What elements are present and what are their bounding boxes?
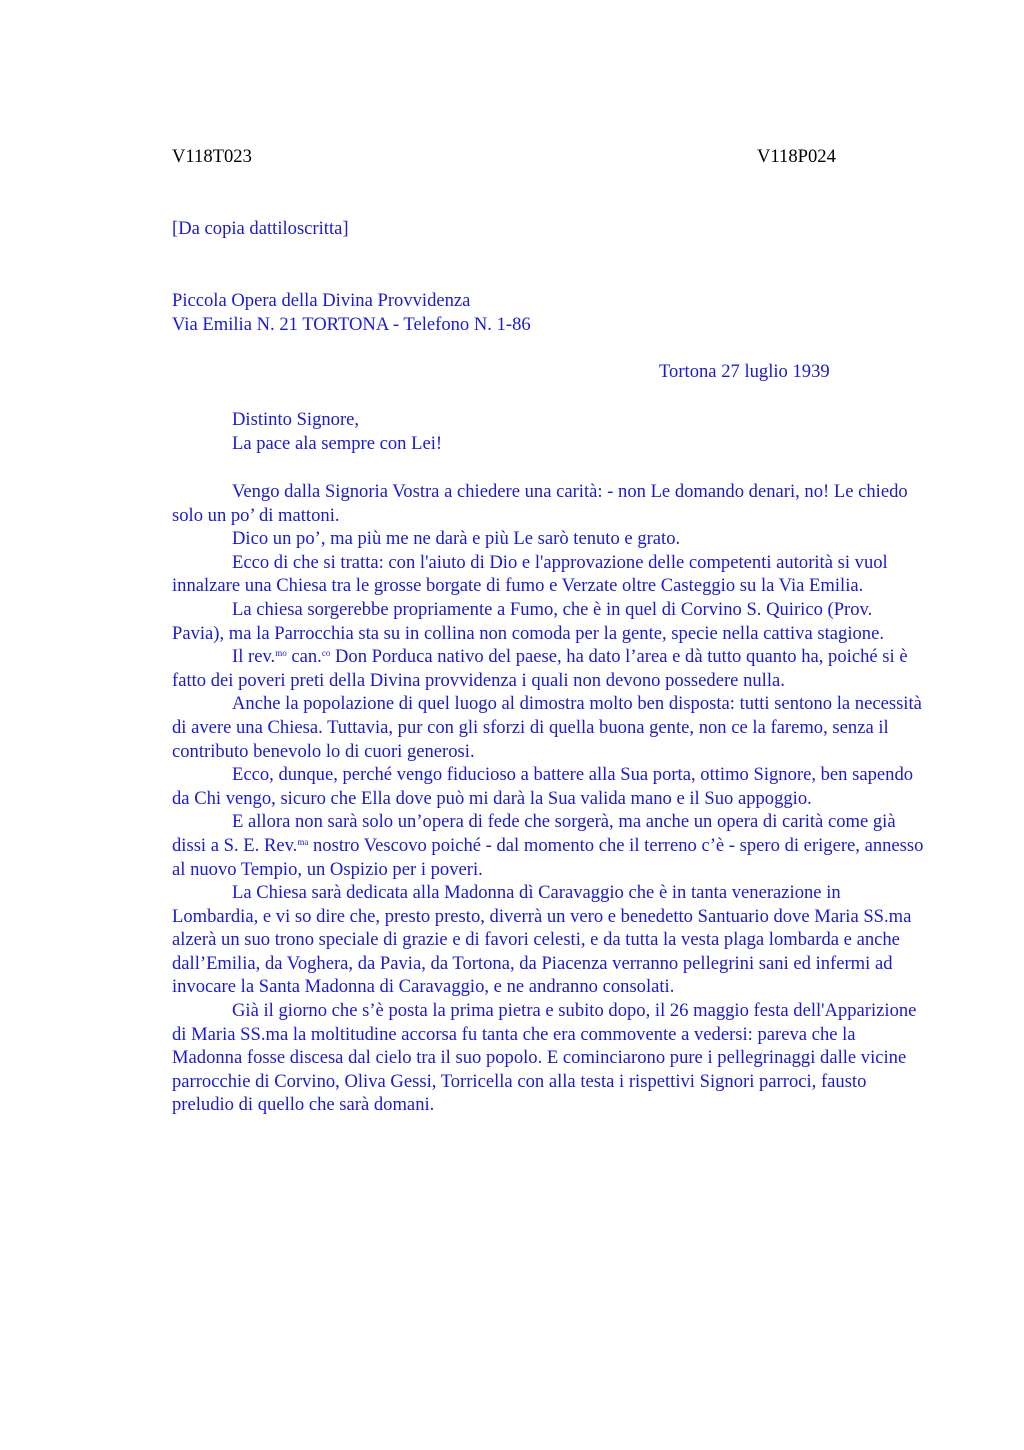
- letter-body: [172, 480, 924, 1117]
- source-note: [Da copia dattiloscritta]: [172, 218, 349, 239]
- letter-date: Tortona 27 luglio 1939: [659, 361, 830, 382]
- paragraph: Dico un po’, ma più me ne darà e più Le sarò tenuto e grato.: [232, 528, 681, 550]
- paragraph: La Chiesa sarà dedicata alla Madonna dì Caravaggio che è in tanta venerazione in Lombardia, e vi so dire che, presto presto, diverrà un vero e benedetto Santuario dove Maria SS.ma alzerà un suo trono speciale di grazie e di favori celesti, e da tutta la vesta plaga lombarda e anche dall’Emilia, da Voghera, da Pavia, da Tortona, da Piacenza verranno pellegrini sani ed infermi ad invocare la Santa Madonna di Caravaggio, e ne andranno consolati.: [172, 882, 912, 998]
- superscript: ma: [297, 836, 309, 847]
- paragraph: Vengo dalla Signoria Vostra a chiedere una carità: - non Le domando denari, no! Le chiedo solo un po’ di mattoni.: [172, 481, 908, 526]
- letterhead: [172, 289, 531, 336]
- salutation-line-1: Distinto Signore,: [232, 409, 360, 430]
- document-code-left: V118T023: [172, 146, 252, 167]
- text-run: Don Porduca nativo del paese, ha dato l’area e dà tutto quanto ha, poiché si è fatto dei poveri preti della Divina provvidenza i quali non devono possedere nulla.: [172, 646, 908, 691]
- paragraph: [172, 810, 924, 881]
- salutation-line-2: La pace ala sempre con Lei!: [232, 432, 443, 454]
- superscript: mo: [275, 648, 287, 659]
- superscript: co: [321, 648, 331, 659]
- organization-address: Via Emilia N. 21 TORTONA - Telefono N. 1-86: [172, 313, 531, 335]
- text-run: Il rev.: [232, 646, 276, 668]
- text-run: can.: [286, 646, 322, 668]
- text-run: nostro Vescovo poiché - dal momento che il terreno c’è - spero di erigere, annesso al nuovo Tempio, un Ospizio per i poveri.: [172, 834, 924, 880]
- paragraph: Anche la popolazione di quel luogo al dimostra molto ben disposta: tutti sentono la necessità di avere una Chiesa. Tuttavia, pur con gli sforzi di quella buona gente, non ce la faremo, senza il contributo benevolo lo di cuori generosi.: [172, 693, 922, 762]
- paragraph: Già il giorno che s’è posta la prima pietra e subito dopo, il 26 maggio festa dell'Apparizione di Maria SS.ma la moltitudine accorsa fu tanta che era commovente a vedersi: pareva che la Madonna fosse discesa dal cielo tra il suo popolo. E cominciarono pure i pellegrinaggi dalle vicine parrocchie di Corvino, Oliva Gessi, Torricella con alla testa i rispettivi Signori parroci, fausto preludio di quello che sarà domani.: [172, 1000, 917, 1116]
- paragraph: Ecco, dunque, perché vengo fiducioso a battere alla Sua porta, ottimo Signore, ben sapendo da Chi vengo, sicuro che Ella dove può mi darà la Sua valida mano e il Suo appoggio.: [172, 764, 914, 809]
- paragraph: La chiesa sorgerebbe propriamente a Fumo, che è in quel di Corvino S. Quirico (Prov. Pavia), ma la Parrocchia sta su in collina non comoda per la gente, specie nella cattiva stagione.: [172, 598, 884, 644]
- document-code-right: V118P024: [757, 146, 836, 167]
- paragraph: Ecco di che si tratta: con l'aiuto di Dio e l'approvazione delle competenti autorità si vuol innalzare una Chiesa tra le grosse borgate di fumo e Verzate oltre Casteggio su la Via Emilia.: [172, 551, 888, 597]
- salutation: [232, 408, 442, 455]
- paragraph: [172, 645, 924, 692]
- organization-name: Piccola Opera della Divina Provvidenza: [172, 290, 471, 311]
- text-run: E allora non sarà solo un’opera di fede che sorgerà, ma anche un opera di carità come già dissi a S. E. Rev.: [172, 811, 896, 856]
